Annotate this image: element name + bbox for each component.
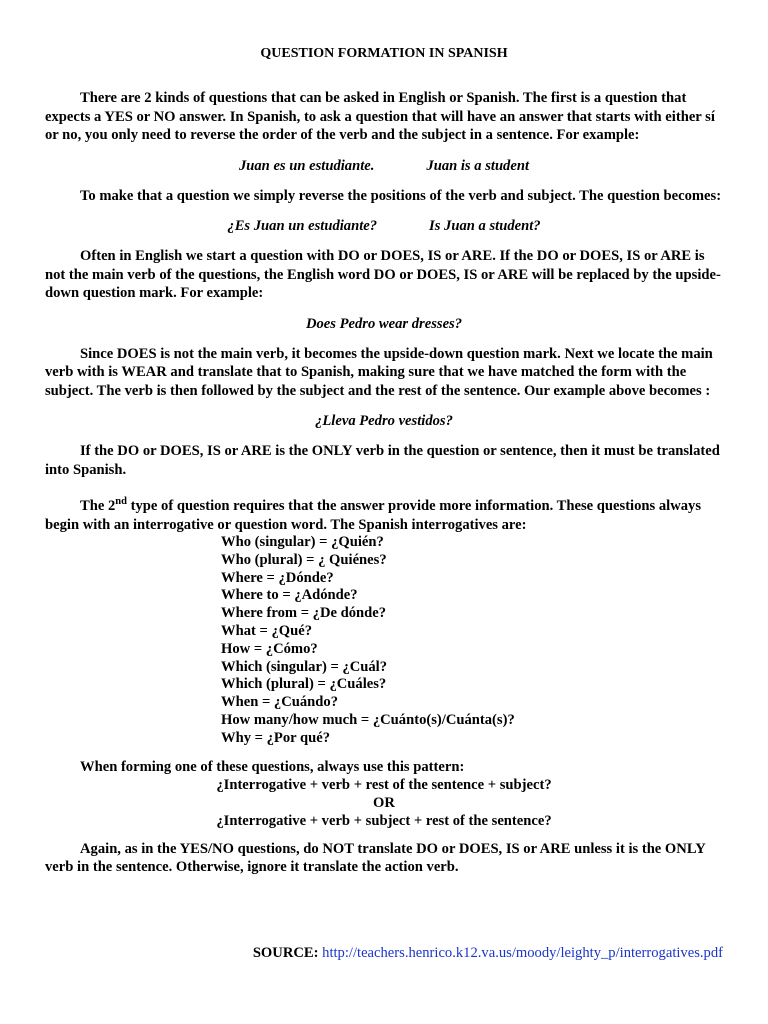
second-type-prefix: The 2 <box>80 498 116 514</box>
list-item: When = ¿Cuándo? <box>221 694 338 711</box>
list-item: Where to = ¿Adónde? <box>221 587 358 604</box>
list-item: What = ¿Qué? <box>221 622 313 639</box>
list-item: How many/how much = ¿Cuánto(s)/Cuánta(s)? <box>221 711 515 728</box>
second-type-text: type of question requires that the answer provide more information. These questions always begin with an interrogative or question word. The Spanish interrogatives are: <box>45 498 702 533</box>
list-item: Who (singular) = ¿Quién? <box>221 534 384 550</box>
reverse-paragraph: To make that a question we simply reverse the positions of the verb and subject. The question becomes: <box>80 187 722 204</box>
do-does-paragraph: Often in English we start a question with DO or DOES, IS or ARE. If the DO or DOES, IS or ARE is not the main verb of the questions, the English word DO or DOES, IS or ARE will be replaced by the upside-down question mark. For example: <box>45 248 721 301</box>
list-item: Who (plural) = ¿ Quiénes? <box>221 551 387 568</box>
source-label: SOURCE: <box>252 945 319 961</box>
intro-paragraph: There are 2 kinds of questions that can be asked in English or Spanish. The first is a question that expects a YES or NO answer. In Spanish, to ask a question that will have an answer that starts with either sí or no, you only need to reverse the order of the verb and the subject in a sentence. For example: <box>45 90 715 143</box>
closing-paragraph: Again, as in the YES/NO questions, do NOT translate DO or DOES, IS or ARE unless it is the ONLY verb in the sentence. Otherwise, ignore it translate the action verb. <box>45 840 706 876</box>
list-item: Where = ¿Dónde? <box>221 569 334 586</box>
pattern-or: OR <box>373 794 395 811</box>
example-question-spanish: ¿Es Juan un estudiante? <box>227 218 378 234</box>
list-item: How = ¿Cómo? <box>221 640 318 657</box>
pattern-intro: When forming one of these questions, always use this pattern: <box>80 758 465 775</box>
ordinal-superscript: nd <box>115 496 127 508</box>
document-page <box>45 45 723 961</box>
pattern-one: ¿Interrogative + verb + rest of the sentence + subject? <box>216 776 552 793</box>
source-line <box>45 945 723 962</box>
main-verb-paragraph: Since DOES is not the main verb, it becomes the upside-down question mark. Next we locate the main verb with is WEAR and translate that to Spanish, making sure that we have matched the form with the subject. The verb is then followed by the subject and the rest of the sentence. Our example above becomes : <box>45 345 713 399</box>
pattern-two: ¿Interrogative + verb + subject + rest of the sentence? <box>216 812 552 829</box>
list-item: Why = ¿Por qué? <box>221 729 330 746</box>
list-item: Which (plural) = ¿Cuáles? <box>221 676 387 693</box>
example-statement <box>45 158 723 175</box>
page-title: QUESTION FORMATION IN SPANISH <box>260 46 508 61</box>
example-question-english: Is Juan a student? <box>429 218 541 234</box>
list-item: Where from = ¿De dónde? <box>221 605 387 622</box>
example-statement-english: Juan is a student <box>426 157 530 174</box>
second-type-paragraph <box>45 497 723 534</box>
interrogatives-list <box>221 534 723 748</box>
example-question <box>45 218 723 235</box>
example-statement-spanish: Juan es un estudiante. <box>238 157 375 174</box>
only-verb-paragraph: If the DO or DOES, IS or ARE is the ONLY verb in the question or sentence, then it must be translated into Spanish. <box>45 443 720 478</box>
example-english-question: Does Pedro wear dresses? <box>305 315 463 332</box>
source-link[interactable]: http://teachers.henrico.k12.va.us/moody/leighty_p/interrogatives.pdf <box>322 945 723 961</box>
list-item: Which (singular) = ¿Cuál? <box>221 658 388 675</box>
example-spanish-question: ¿Lleva Pedro vestidos? <box>315 413 453 429</box>
